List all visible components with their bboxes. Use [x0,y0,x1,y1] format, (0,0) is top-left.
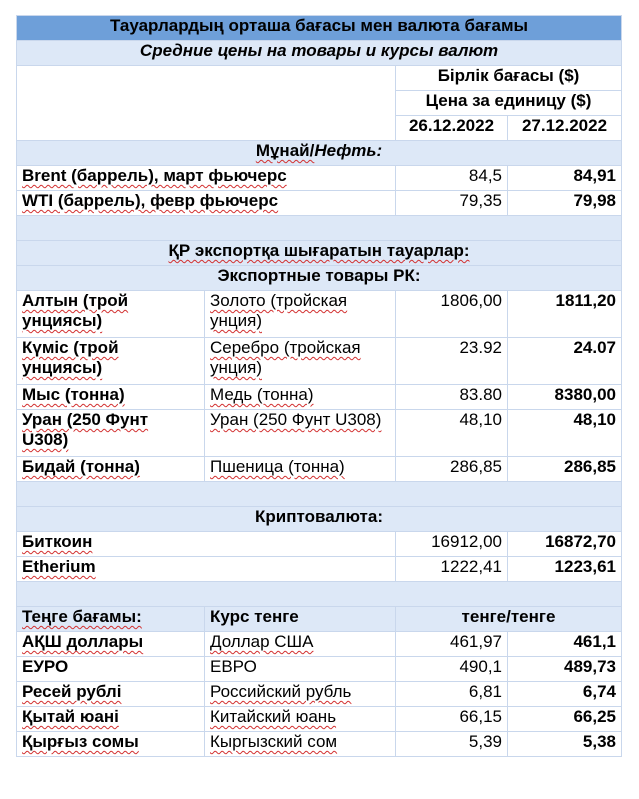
fx-name-ru-text: Кыргызский сом [210,732,338,751]
fx-name-ru [205,632,396,657]
export-name-ru [205,338,396,385]
export-value-1: 286,85 [396,457,508,482]
fx-name-kz [17,632,205,657]
oil-name-text: WTI (баррель), февр фьючерс [22,191,279,210]
fx-name-kz [17,707,205,732]
header-blank-cell [17,66,396,141]
spacer-row [17,216,622,241]
export-name-kz-text: Күміс (трой унциясы) [22,338,119,377]
table-row [17,707,622,732]
crypto-value-1: 16912,00 [396,532,508,557]
export-name-ru [205,291,396,338]
oil-heading-ru: Нефть: [314,141,383,160]
exports-heading-kz-row [17,241,622,266]
table-row [17,557,622,582]
fx-head-kz [17,607,205,632]
date-2: 27.12.2022 [508,116,622,141]
fx-value-1: 490,1 [396,657,508,682]
export-value-2: 48,10 [508,410,622,457]
crypto-name-text: Биткоин [22,532,93,551]
fx-value-2: 66,25 [508,707,622,732]
oil-value-2: 79,98 [508,191,622,216]
crypto-value-2: 16872,70 [508,532,622,557]
crypto-name-text: Etherium [22,557,96,576]
fx-value-2: 489,73 [508,657,622,682]
export-name-kz-text: Алтын (трой унциясы) [22,291,129,330]
crypto-heading: Криптовалюта: [17,507,622,532]
fx-name-ru-text: Китайский юань [210,707,337,726]
unit-ru: Цена за единицу ($) [396,91,622,116]
unit-kz-row [17,66,622,91]
fx-value-1: 6,81 [396,682,508,707]
crypto-heading-row [17,507,622,532]
fx-name-ru-text: Российский рубль [210,682,352,701]
crypto-name [17,557,396,582]
table-row [17,682,622,707]
oil-name [17,166,396,191]
spacer-row [17,582,622,607]
date-1: 26.12.2022 [396,116,508,141]
fx-value-2: 6,74 [508,682,622,707]
oil-value-1: 79,35 [396,191,508,216]
fx-name-kz [17,732,205,757]
fx-value-2: 461,1 [508,632,622,657]
table-row [17,166,622,191]
fx-head-kz-text: Теңге бағамы: [22,607,142,626]
export-name-kz [17,338,205,385]
table-row [17,191,622,216]
export-value-2: 8380,00 [508,385,622,410]
fx-value-2: 5,38 [508,732,622,757]
export-name-kz [17,457,205,482]
fx-name-ru [205,657,396,682]
spacer-cell [17,216,622,241]
table-row [17,291,622,338]
fx-head-ru: Курс тенге [205,607,396,632]
export-value-2: 286,85 [508,457,622,482]
exports-heading-kz [17,241,622,266]
export-value-2: 1811,20 [508,291,622,338]
crypto-name [17,532,396,557]
crypto-value-1: 1222,41 [396,557,508,582]
fx-name-kz-text: Қытай юані [22,707,119,726]
oil-heading-row [17,141,622,166]
fx-name-kz-text: Қырғыз сомы [22,732,139,751]
table-title-ru: Средние цены на товары и курсы валют [17,41,622,66]
fx-heading-row [17,607,622,632]
oil-name [17,191,396,216]
table-row [17,532,622,557]
spacer-row [17,482,622,507]
exports-heading-ru: Экспортные товары РК: [17,266,622,291]
spacer-cell [17,482,622,507]
export-name-ru-text: Золото (тройская унция) [210,291,348,330]
fx-name-ru [205,682,396,707]
table-row [17,632,622,657]
export-value-1: 1806,00 [396,291,508,338]
oil-value-1: 84,5 [396,166,508,191]
table-row [17,732,622,757]
fx-name-kz-text: АҚШ доллары [22,632,144,651]
export-name-ru-text: Уран (250 Фунт U308) [210,410,382,429]
fx-value-1: 66,15 [396,707,508,732]
export-name-kz [17,410,205,457]
title-row [17,16,622,41]
fx-value-1: 5,39 [396,732,508,757]
table-row [17,657,622,682]
export-name-ru-text: Пшеница (тонна) [210,457,345,476]
export-name-ru-text: Медь (тонна) [210,385,314,404]
subtitle-row [17,41,622,66]
export-value-1: 23.92 [396,338,508,385]
export-name-kz [17,291,205,338]
spacer-cell [17,582,622,607]
fx-value-1: 461,97 [396,632,508,657]
exports-heading-ru-row [17,266,622,291]
export-name-kz-text: Уран (250 Фунт U308) [22,410,149,449]
unit-kz: Бірлік бағасы ($) [396,66,622,91]
fx-name-kz [17,682,205,707]
export-name-kz [17,385,205,410]
export-value-2: 24.07 [508,338,622,385]
export-name-ru [205,457,396,482]
price-table [16,15,622,757]
export-value-1: 83.80 [396,385,508,410]
crypto-value-2: 1223,61 [508,557,622,582]
export-name-kz-text: Бидай (тонна) [22,457,140,476]
fx-name-ru-text: Доллар США [210,632,314,651]
table-row [17,385,622,410]
fx-head-pair: тенге/тенге [396,607,622,632]
table-title-kz: Тауарлардың орташа бағасы мен валюта бағамы [17,16,622,41]
price-table-sheet [16,15,621,757]
oil-value-2: 84,91 [508,166,622,191]
fx-name-ru [205,732,396,757]
fx-name-kz [17,657,205,682]
oil-heading [17,141,622,166]
exports-heading-kz-text: ҚР экспортқа шығаратын тауарлар: [168,241,470,260]
export-name-kz-text: Мыс (тонна) [22,385,125,404]
fx-name-ru [205,707,396,732]
oil-name-text: Brent (баррель), март фьючерс [22,166,287,185]
export-name-ru-text: Серебро (тройская унция) [210,338,361,377]
table-row [17,338,622,385]
export-name-ru [205,385,396,410]
export-name-ru [205,410,396,457]
fx-name-kz-text: Ресей рублі [22,682,122,701]
table-row [17,457,622,482]
table-row [17,410,622,457]
export-value-1: 48,10 [396,410,508,457]
oil-heading-kz: Мұнай/ [255,141,315,160]
fx-name-kz-text: ЕУРО [22,657,69,676]
fx-name-ru-text: ЕВРО [210,657,257,676]
